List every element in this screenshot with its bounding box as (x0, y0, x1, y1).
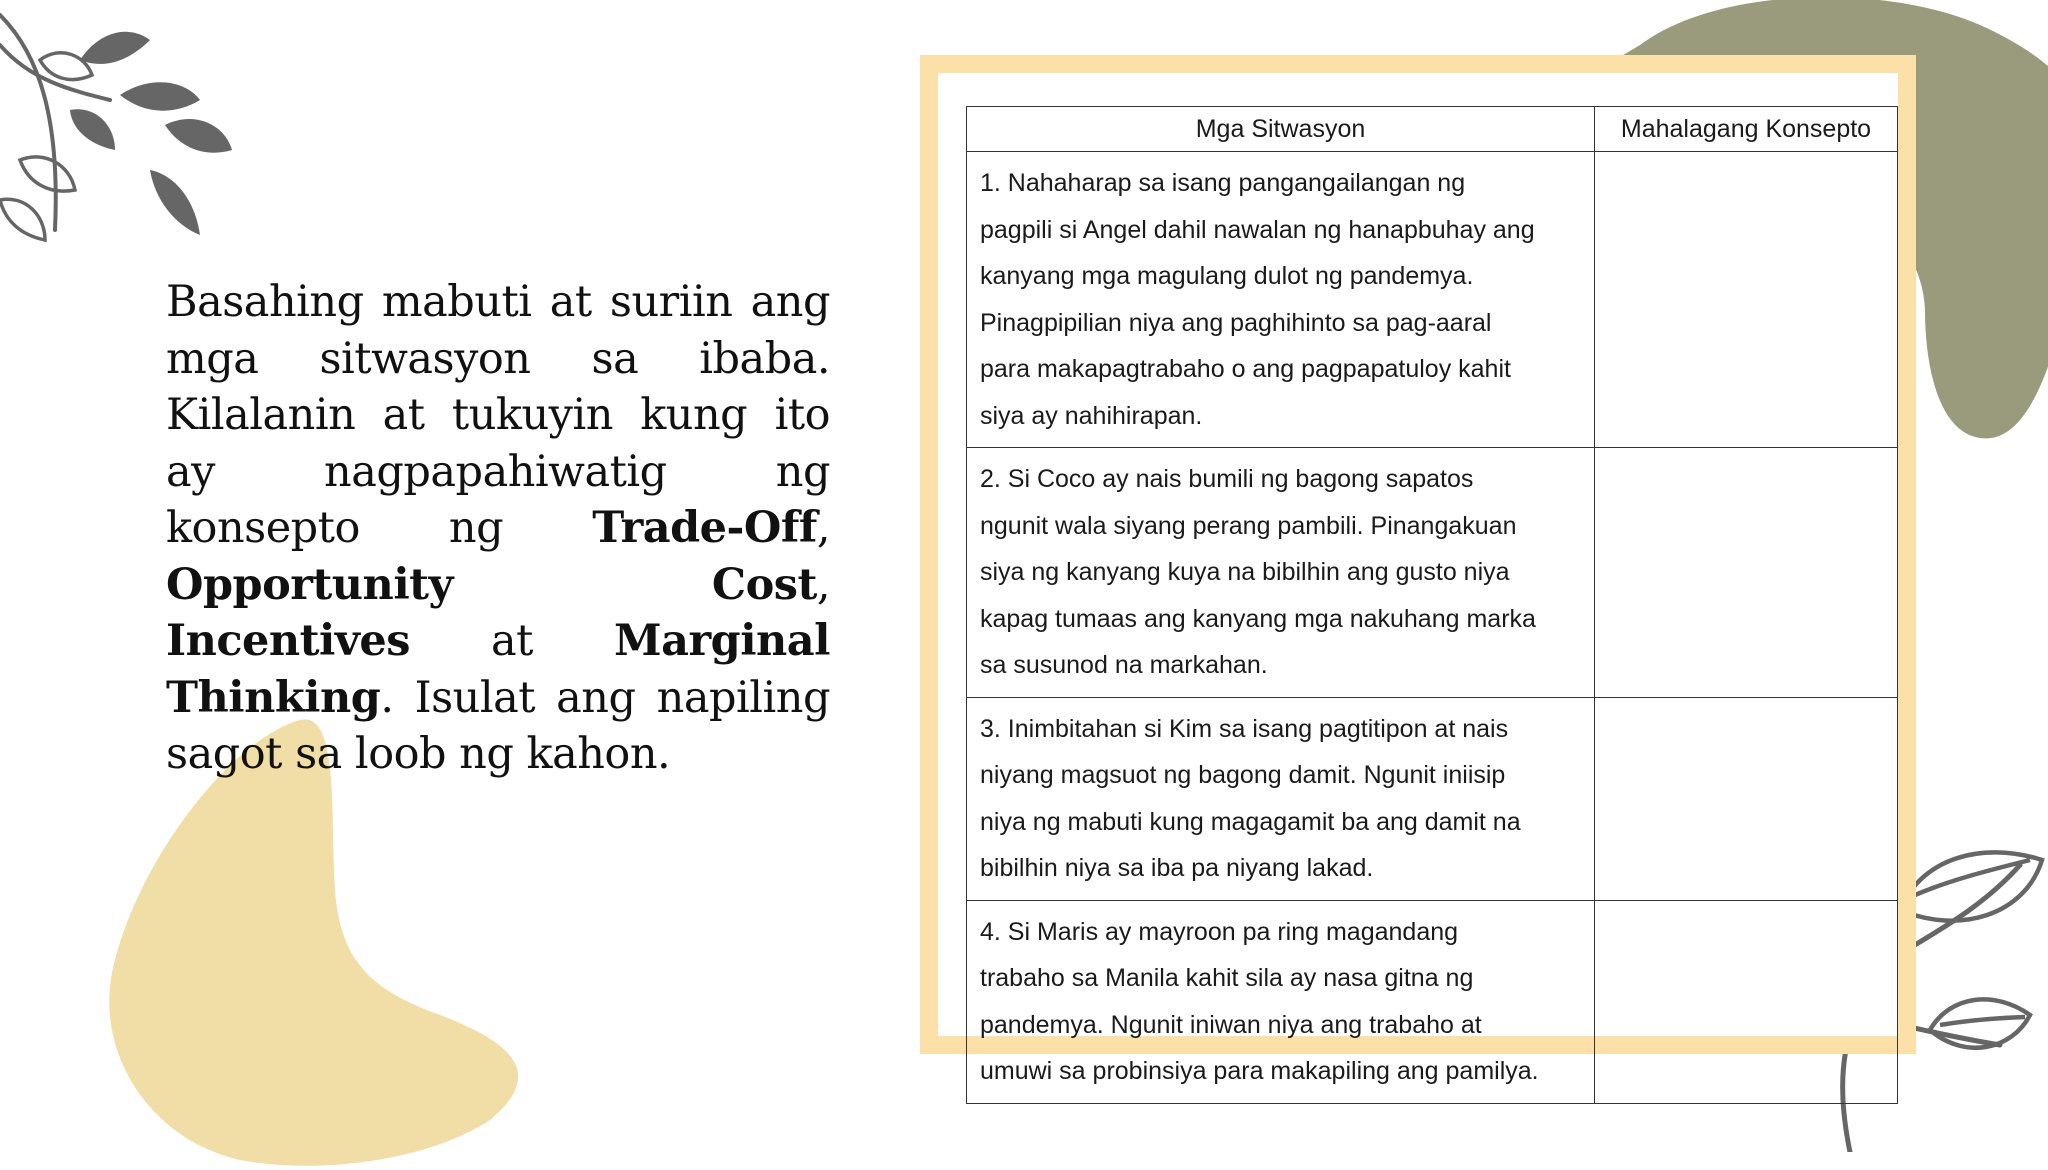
answer-cell[interactable] (1595, 900, 1898, 1103)
table-header-row (967, 107, 1898, 152)
situation-line: kapag tumaas ang kanyang mga nakuhang marka (980, 604, 1536, 633)
concept-incentives: Incentives (166, 616, 410, 666)
situation-line: kanyang mga magulang dulot ng pandemya. (980, 262, 1474, 290)
situation-line: 2. Si Coco ay nais bumili ng bagong sapatos (980, 465, 1474, 493)
table-row (967, 448, 1898, 698)
situation-line: ngunit wala siyang perang pambili. Pinangakuan (980, 511, 1517, 540)
situation-line: siya ng kanyang kuya na bibilhin ang gusto niya (980, 558, 1510, 586)
situation-line: para makapagtrabaho o ang pagpapatuloy kahit (980, 355, 1511, 383)
instructions-intro: Basahing mabuti at suriin ang mga sitwasyon sa ibaba. Kilalanin at tukuyin kung ito ay nagpapahiwatig ng konsepto ng (166, 277, 830, 553)
instructions-text (166, 274, 830, 783)
situation-line: niyang magsuot ng bagong damit. Ngunit iniisip (980, 761, 1506, 789)
separator-comma: , (816, 559, 830, 610)
situation-line: Pinagpipilian niya ang paghihinto sa pag-aaral (980, 308, 1492, 337)
answer-cell[interactable] (1595, 448, 1898, 698)
situation-line: trabaho sa Manila kahit sila ay nasa gitna ng (980, 964, 1474, 992)
header-situations: Mga Sitwasyon (967, 107, 1595, 152)
situation-line: umuwi sa probinsiya para makapiling ang pamilya. (980, 1057, 1539, 1085)
concept-marginal-thinking: Marginal Thinking (166, 616, 830, 723)
situations-table (966, 106, 1898, 1104)
situation-line: pandemya. Ngunit iniwan niya ang trabaho at (980, 1010, 1482, 1039)
concept-opportunity-cost: Opportunity Cost (166, 559, 817, 610)
situation-cell (967, 697, 1595, 900)
instructions-outro: . Isulat ang napiling sagot sa loob ng kahon. (166, 672, 830, 779)
situation-line: bibilhin niya sa iba pa niyang lakad. (980, 854, 1374, 882)
situation-cell (967, 152, 1595, 448)
table-row (967, 900, 1898, 1103)
table-row (967, 152, 1898, 448)
table-frame-inner (938, 73, 1898, 1085)
table-row (967, 697, 1898, 900)
header-concept: Mahalagang Konsepto (1595, 107, 1898, 152)
situation-line: siya ay nahihirapan. (980, 401, 1203, 430)
situation-line: niya ng mabuti kung magagamit ba ang damit na (980, 807, 1521, 836)
situation-line: 1. Nahaharap sa isang pangangailangan ng (980, 169, 1466, 197)
table-frame (920, 55, 1916, 1085)
separator-comma: , (816, 503, 830, 553)
conjunction-at: at (491, 616, 533, 666)
answer-cell[interactable] (1595, 697, 1898, 900)
situation-line: sa susunod na markahan. (980, 651, 1268, 679)
situation-line: 4. Si Maris ay mayroon pa ring magandang (980, 917, 1459, 946)
leaf-decoration-top-left (0, 0, 260, 260)
situation-line: 3. Inimbitahan si Kim sa isang pagtitipon at nais (980, 714, 1509, 743)
situation-line: pagpili si Angel dahil nawalan ng hanapbuhay ang (980, 215, 1535, 244)
concept-trade-off: Trade-Off (592, 503, 817, 553)
situation-cell (967, 448, 1595, 698)
answer-cell[interactable] (1595, 152, 1898, 448)
situation-cell (967, 900, 1595, 1103)
